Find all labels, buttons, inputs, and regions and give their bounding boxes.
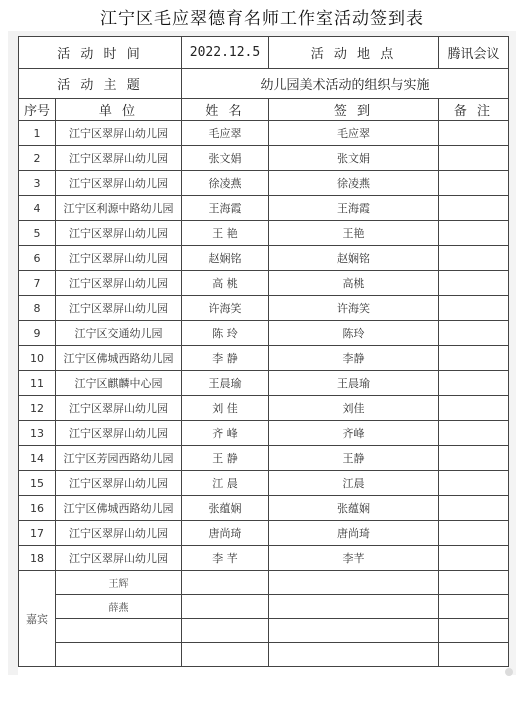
row-note	[439, 371, 509, 396]
row-name: 毛应翠	[182, 121, 269, 146]
row-signature: 徐凌燕	[269, 171, 439, 196]
row-name: 赵娴铭	[182, 246, 269, 271]
row-name: 王 静	[182, 446, 269, 471]
table-row	[19, 271, 509, 296]
row-number: 12	[19, 396, 56, 421]
row-name: 徐凌燕	[182, 171, 269, 196]
time-label: 活 动 时 间	[19, 37, 182, 69]
row-unit: 江宁区翠屏山幼儿园	[56, 396, 182, 421]
row-note	[439, 496, 509, 521]
row-signature: 赵娴铭	[269, 246, 439, 271]
row-number: 7	[19, 271, 56, 296]
theme-value: 幼儿园美术活动的组织与实施	[182, 69, 509, 99]
guest-row	[19, 595, 509, 619]
guest-note	[439, 571, 509, 595]
row-note	[439, 471, 509, 496]
time-value: 2022.12.5	[182, 37, 269, 69]
row-note	[439, 546, 509, 571]
row-note	[439, 296, 509, 321]
guest-name-cell	[182, 643, 269, 667]
row-name: 高 桃	[182, 271, 269, 296]
row-number: 11	[19, 371, 56, 396]
row-unit: 江宁区翠屏山幼儿园	[56, 121, 182, 146]
row-number: 9	[19, 321, 56, 346]
row-unit: 江宁区麒麟中心园	[56, 371, 182, 396]
row-number: 1	[19, 121, 56, 146]
col-header-note: 备 注	[439, 99, 509, 121]
table-row	[19, 396, 509, 421]
activity-time-row	[19, 37, 509, 69]
row-name: 李 芊	[182, 546, 269, 571]
row-signature: 李静	[269, 346, 439, 371]
row-unit: 江宁区佛城西路幼儿园	[56, 496, 182, 521]
row-name: 齐 峰	[182, 421, 269, 446]
row-signature: 李芊	[269, 546, 439, 571]
row-unit: 江宁区利源中路幼儿园	[56, 196, 182, 221]
row-signature: 唐尚琦	[269, 521, 439, 546]
guest-name: 王辉	[56, 571, 182, 595]
row-signature: 王静	[269, 446, 439, 471]
sign-in-table	[18, 36, 509, 667]
row-name: 陈 玲	[182, 321, 269, 346]
row-number: 8	[19, 296, 56, 321]
row-unit: 江宁区翠屏山幼儿园	[56, 521, 182, 546]
guest-row	[19, 619, 509, 643]
row-unit: 江宁区翠屏山幼儿园	[56, 421, 182, 446]
guest-name-cell	[182, 619, 269, 643]
theme-label: 活 动 主 题	[19, 69, 182, 99]
row-note	[439, 221, 509, 246]
table-row	[19, 321, 509, 346]
table-row	[19, 421, 509, 446]
guest-rows	[19, 571, 509, 667]
row-signature: 齐峰	[269, 421, 439, 446]
place-value: 腾讯会议	[439, 37, 509, 69]
row-signature: 王海霞	[269, 196, 439, 221]
row-name: 唐尚琦	[182, 521, 269, 546]
row-name: 李 静	[182, 346, 269, 371]
row-name: 许海笑	[182, 296, 269, 321]
row-number: 10	[19, 346, 56, 371]
row-name: 张文娟	[182, 146, 269, 171]
row-name: 王海霞	[182, 196, 269, 221]
table-row	[19, 371, 509, 396]
table-row	[19, 221, 509, 246]
sheet-frame-left	[8, 31, 18, 675]
row-number: 3	[19, 171, 56, 196]
guest-row	[19, 643, 509, 667]
row-number: 2	[19, 146, 56, 171]
attendee-rows	[19, 121, 509, 571]
guest-row	[19, 571, 509, 595]
row-note	[439, 171, 509, 196]
row-number: 14	[19, 446, 56, 471]
row-name: 张蕴娴	[182, 496, 269, 521]
row-signature: 张蕴娴	[269, 496, 439, 521]
row-unit: 江宁区翠屏山幼儿园	[56, 246, 182, 271]
row-number: 17	[19, 521, 56, 546]
col-header-name: 姓 名	[182, 99, 269, 121]
row-number: 6	[19, 246, 56, 271]
row-note	[439, 421, 509, 446]
row-number: 15	[19, 471, 56, 496]
row-number: 18	[19, 546, 56, 571]
table-row	[19, 496, 509, 521]
row-note	[439, 396, 509, 421]
row-note	[439, 271, 509, 296]
row-unit: 江宁区翠屏山幼儿园	[56, 546, 182, 571]
row-name: 江 晨	[182, 471, 269, 496]
row-note	[439, 346, 509, 371]
table-row	[19, 171, 509, 196]
col-header-no: 序号	[19, 99, 56, 121]
row-name: 王晨瑜	[182, 371, 269, 396]
guest-name-cell	[182, 571, 269, 595]
activity-theme-row	[19, 69, 509, 99]
row-signature: 许海笑	[269, 296, 439, 321]
row-number: 16	[19, 496, 56, 521]
table-row	[19, 246, 509, 271]
row-number: 5	[19, 221, 56, 246]
row-unit: 江宁区翠屏山幼儿园	[56, 146, 182, 171]
col-header-sign: 签 到	[269, 99, 439, 121]
row-signature: 江晨	[269, 471, 439, 496]
row-signature: 毛应翠	[269, 121, 439, 146]
row-unit: 江宁区翠屏山幼儿园	[56, 221, 182, 246]
row-signature: 陈玲	[269, 321, 439, 346]
row-signature: 王艳	[269, 221, 439, 246]
guest-signature	[269, 571, 439, 595]
row-unit: 江宁区翠屏山幼儿园	[56, 471, 182, 496]
guest-name-cell	[182, 595, 269, 619]
row-note	[439, 246, 509, 271]
row-note	[439, 146, 509, 171]
row-signature: 高桃	[269, 271, 439, 296]
table-row	[19, 196, 509, 221]
row-note	[439, 196, 509, 221]
table-row	[19, 146, 509, 171]
table-row	[19, 446, 509, 471]
row-note	[439, 521, 509, 546]
guest-note	[439, 643, 509, 667]
guest-label: 嘉宾	[19, 571, 56, 667]
row-signature: 王晨瑜	[269, 371, 439, 396]
guest-note	[439, 619, 509, 643]
table-row	[19, 346, 509, 371]
table-row	[19, 471, 509, 496]
row-unit: 江宁区交通幼儿园	[56, 321, 182, 346]
row-name: 刘 佳	[182, 396, 269, 421]
place-label: 活 动 地 点	[269, 37, 439, 69]
guest-signature	[269, 595, 439, 619]
row-unit: 江宁区佛城西路幼儿园	[56, 346, 182, 371]
row-unit: 江宁区翠屏山幼儿园	[56, 171, 182, 196]
row-signature: 张文娟	[269, 146, 439, 171]
table-row	[19, 121, 509, 146]
row-unit: 江宁区芳园西路幼儿园	[56, 446, 182, 471]
guest-name	[56, 643, 182, 667]
guest-note	[439, 595, 509, 619]
scroll-indicator[interactable]	[505, 668, 513, 676]
sheet-frame-right	[508, 31, 516, 675]
guest-name	[56, 619, 182, 643]
table-row	[19, 521, 509, 546]
row-note	[439, 446, 509, 471]
row-number: 13	[19, 421, 56, 446]
row-number: 4	[19, 196, 56, 221]
row-signature: 刘佳	[269, 396, 439, 421]
row-unit: 江宁区翠屏山幼儿园	[56, 296, 182, 321]
table-row	[19, 546, 509, 571]
row-note	[439, 121, 509, 146]
column-header-row	[19, 99, 509, 121]
guest-signature	[269, 643, 439, 667]
row-unit: 江宁区翠屏山幼儿园	[56, 271, 182, 296]
page-title: 江宁区毛应翠德育名师工作室活动签到表	[100, 9, 424, 29]
table-row	[19, 296, 509, 321]
guest-signature	[269, 619, 439, 643]
row-note	[439, 321, 509, 346]
guest-name: 薛燕	[56, 595, 182, 619]
row-name: 王 艳	[182, 221, 269, 246]
col-header-unit: 单 位	[56, 99, 182, 121]
